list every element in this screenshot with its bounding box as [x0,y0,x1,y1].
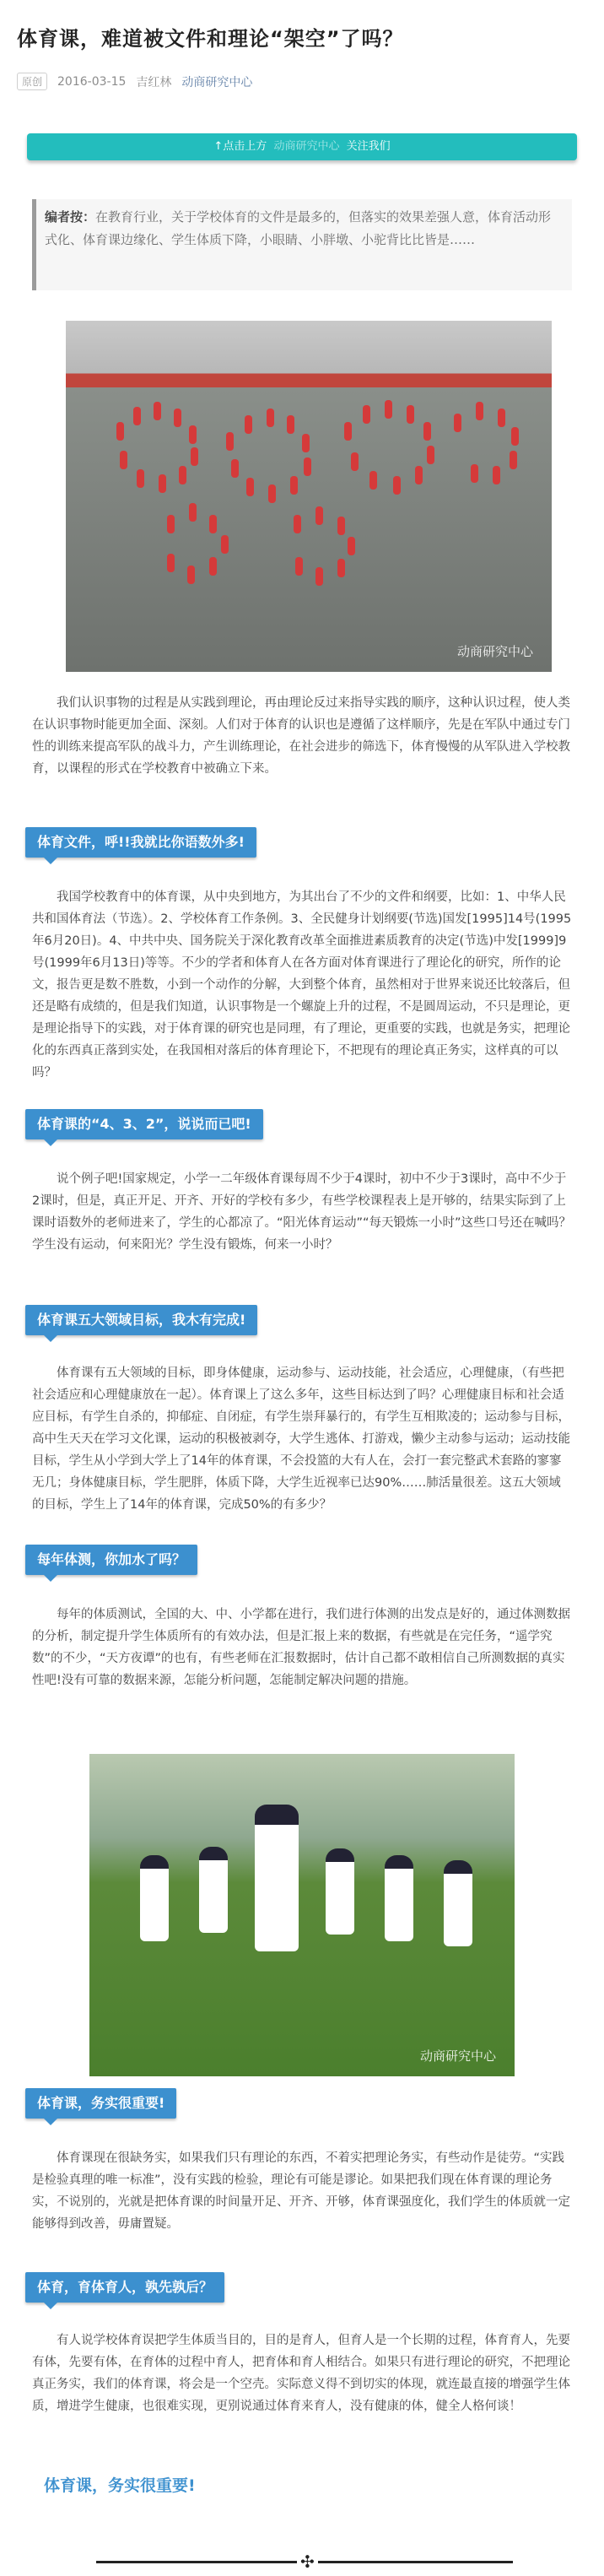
original-badge: 原创 [17,73,47,90]
paragraph-documents: 我国学校教育中的体育课，从中央到地方，为其出台了不少的文件和纲要，比如：1、中华人民共和国体育法（节选）。2、学校体育工作条例。3、全民健身计划纲要(节选)国发[1995]14号(1995年6月20日)。4、中共中央、国务院关于深化教育改革全面推进素质教育的决定(节选)中发[1999]9号(1999年6月13日)等等。不少的学者和体育人在各方面对体育课进行了理论化的研究，所作的论文，报告更是数不胜数，小到一个动作的分解，大到整个体育，虽然相对于世界来说还比较落后，但还是略有成绩的，但是我们知道，认识事物是一个螺旋上升的过程，不是圆周运动，不只是理论，更是理论指导下的实践，对于体育课的研究也是同理，有了理论，更重要的实践，也就是务实，把理论化的东西真正落到实处，在我国相对落后的体育理论下，不把现有的理论真正务实，这样真的可以吗？ [32,890,572,1080]
editor-note-label: 编者按： [45,209,96,225]
section-heading-education: 体育，育体育人，孰先孰后？ [25,2272,224,2303]
publish-date: 2016-03-15 [57,74,127,89]
section-heading-hours: 体育课的“4、3、2”，说说而已吧! [25,1109,263,1139]
account-link[interactable]: 动商研究中心 [181,75,253,89]
photo-students-martial-arts [89,1754,515,2076]
section-heading-goals: 体育课五大领域目标，我木有完成! [25,1305,257,1335]
article-title: 体育课，难道被文件和理论“架空”了吗？ [17,27,404,51]
photo1-watermark: 动商研究中心 [456,644,533,659]
follow-prefix: ↑点击上方 [213,140,267,153]
follow-banner[interactable] [27,133,577,160]
editor-note-text: 在教育行业，关于学校体育的文件是最多的，但落实的效果差强人意，体育活动形式化、体育课边缘化、学生体质下降，小眼睛、小胖墩、小驼背比比皆是…… [45,209,552,247]
paragraph-goals: 体育课有五大领域的目标，即身体健康，运动参与、运动技能，社会适应，心理健康，（有些把社会适应和心理健康放在一起）。体育课上了这么多年，这些目标达到了吗？心理健康目标和社会适应目标，有学生自杀的，抑郁症、自闭症，有学生崇拜暴行的，有学生互相欺凌的；运动参与目标，高中生天天在学习文化课，运动的积极被剥夺，大学生逃体、打游戏，懒少主动参与运动；运动技能目标，学生从小学到大学上了14年的体育课，不会投篮的大有人在，会打一套完整武术套路的寥寥无几；身体健康目标，学生肥胖，体质下降，大学生近视率已达90%……肺活量很差。这五大领域的目标，学生上了14年的体育课，完成50%的有多少？ [32,1366,570,1512]
photo-olympic-rings-formation [66,321,552,672]
section-heading-documents: 体育文件，呼!!我就比你语数外多! [25,827,256,858]
paragraph-tests: 每年的体质测试，全国的大、中、小学都在进行，我们进行体测的出发点是好的，通过体测数据的分析，制定提升学生体质所有的有效办法，但是汇报上来的数据，有些就是在完任务，“遥学究数”的不少，“天方夜谭”的也有，有些老师在汇报数据时，估计自己都不敢相信自己所测数据的真实性吧!没有可靠的数据来源，怎能分析问题，怎能制定解决问题的措施。 [32,1608,570,1687]
author-name: 吉红林 [136,75,172,89]
paragraph-practice: 体育课现在很缺务实，如果我们只有理论的东西，不着实把理论务实，有些动作是徒劳。“实践是检验真理的唯一标准”，没有实践的检验，理论有可能是谬论。如果把我们现在体育课的理论务实，不说别的，光就是把体育课的时间量开足、开齐、开够，体育课强度化，我们学生的体质就一定能够得到改善，毋庸置疑。 [32,2151,570,2231]
follow-account[interactable]: 动商研究中心 [273,140,340,153]
follow-suffix: 关注我们 [346,140,391,153]
paragraph-education: 有人说学校体育误把学生体质当目的，目的是育人，但育人是一个长期的过程，体育育人，先要有体，先要有体，在育体的过程中育人，把育体和育人相结合。如果只有进行理论的研究，不把理论真正务实，我们的体育课，将会是一个空壳。实际意义得不到切实的体现，就连最直接的增强学生体质，增进学生健康，也很难实现，更别说通过体育来育人，没有健康的体，健全人格何谈！ [32,2334,570,2413]
editor-note [32,199,572,290]
article-meta [17,73,252,90]
divider-ornament-icon: ✣ [297,2552,318,2572]
section-heading-practice: 体育课，务实很重要! [25,2088,176,2119]
paragraph-hours: 说个例子吧!国家规定，小学一二年级体育课每周不少于4课时，初中不少于3课时，高中不少于2课时，但是，真正开足、开齐、开好的学校有多少，有些学校课程表上是开够的，结果实际到了上课时语数外的老师进来了，学生的心都凉了。“阳光体育运动”“每天锻炼一小时”这些口号还在喊吗？学生没有运动，何来阳光？学生没有锻炼，何来一小时？ [32,1172,572,1252]
paragraph-intro: 我们认识事物的过程是从实践到理论，再由理论反过来指导实践的顺序，这种认识过程，使人类在认识事物时能更加全面、深刻。人们对于体育的认识也是遵循了这样顺序，先是在军队中通过专门性的训练来提高军队的战斗力，产生训练理论，在社会进步的筛选下，体育慢慢的从军队进入学校教育，以课程的形式在学校教育中被确立下来。 [32,696,570,776]
section-heading-tests: 每年体测，你加水了吗？ [25,1545,197,1575]
closing-heading: 体育课，务实很重要! [44,2476,196,2495]
photo2-watermark: 动商研究中心 [419,2048,496,2064]
